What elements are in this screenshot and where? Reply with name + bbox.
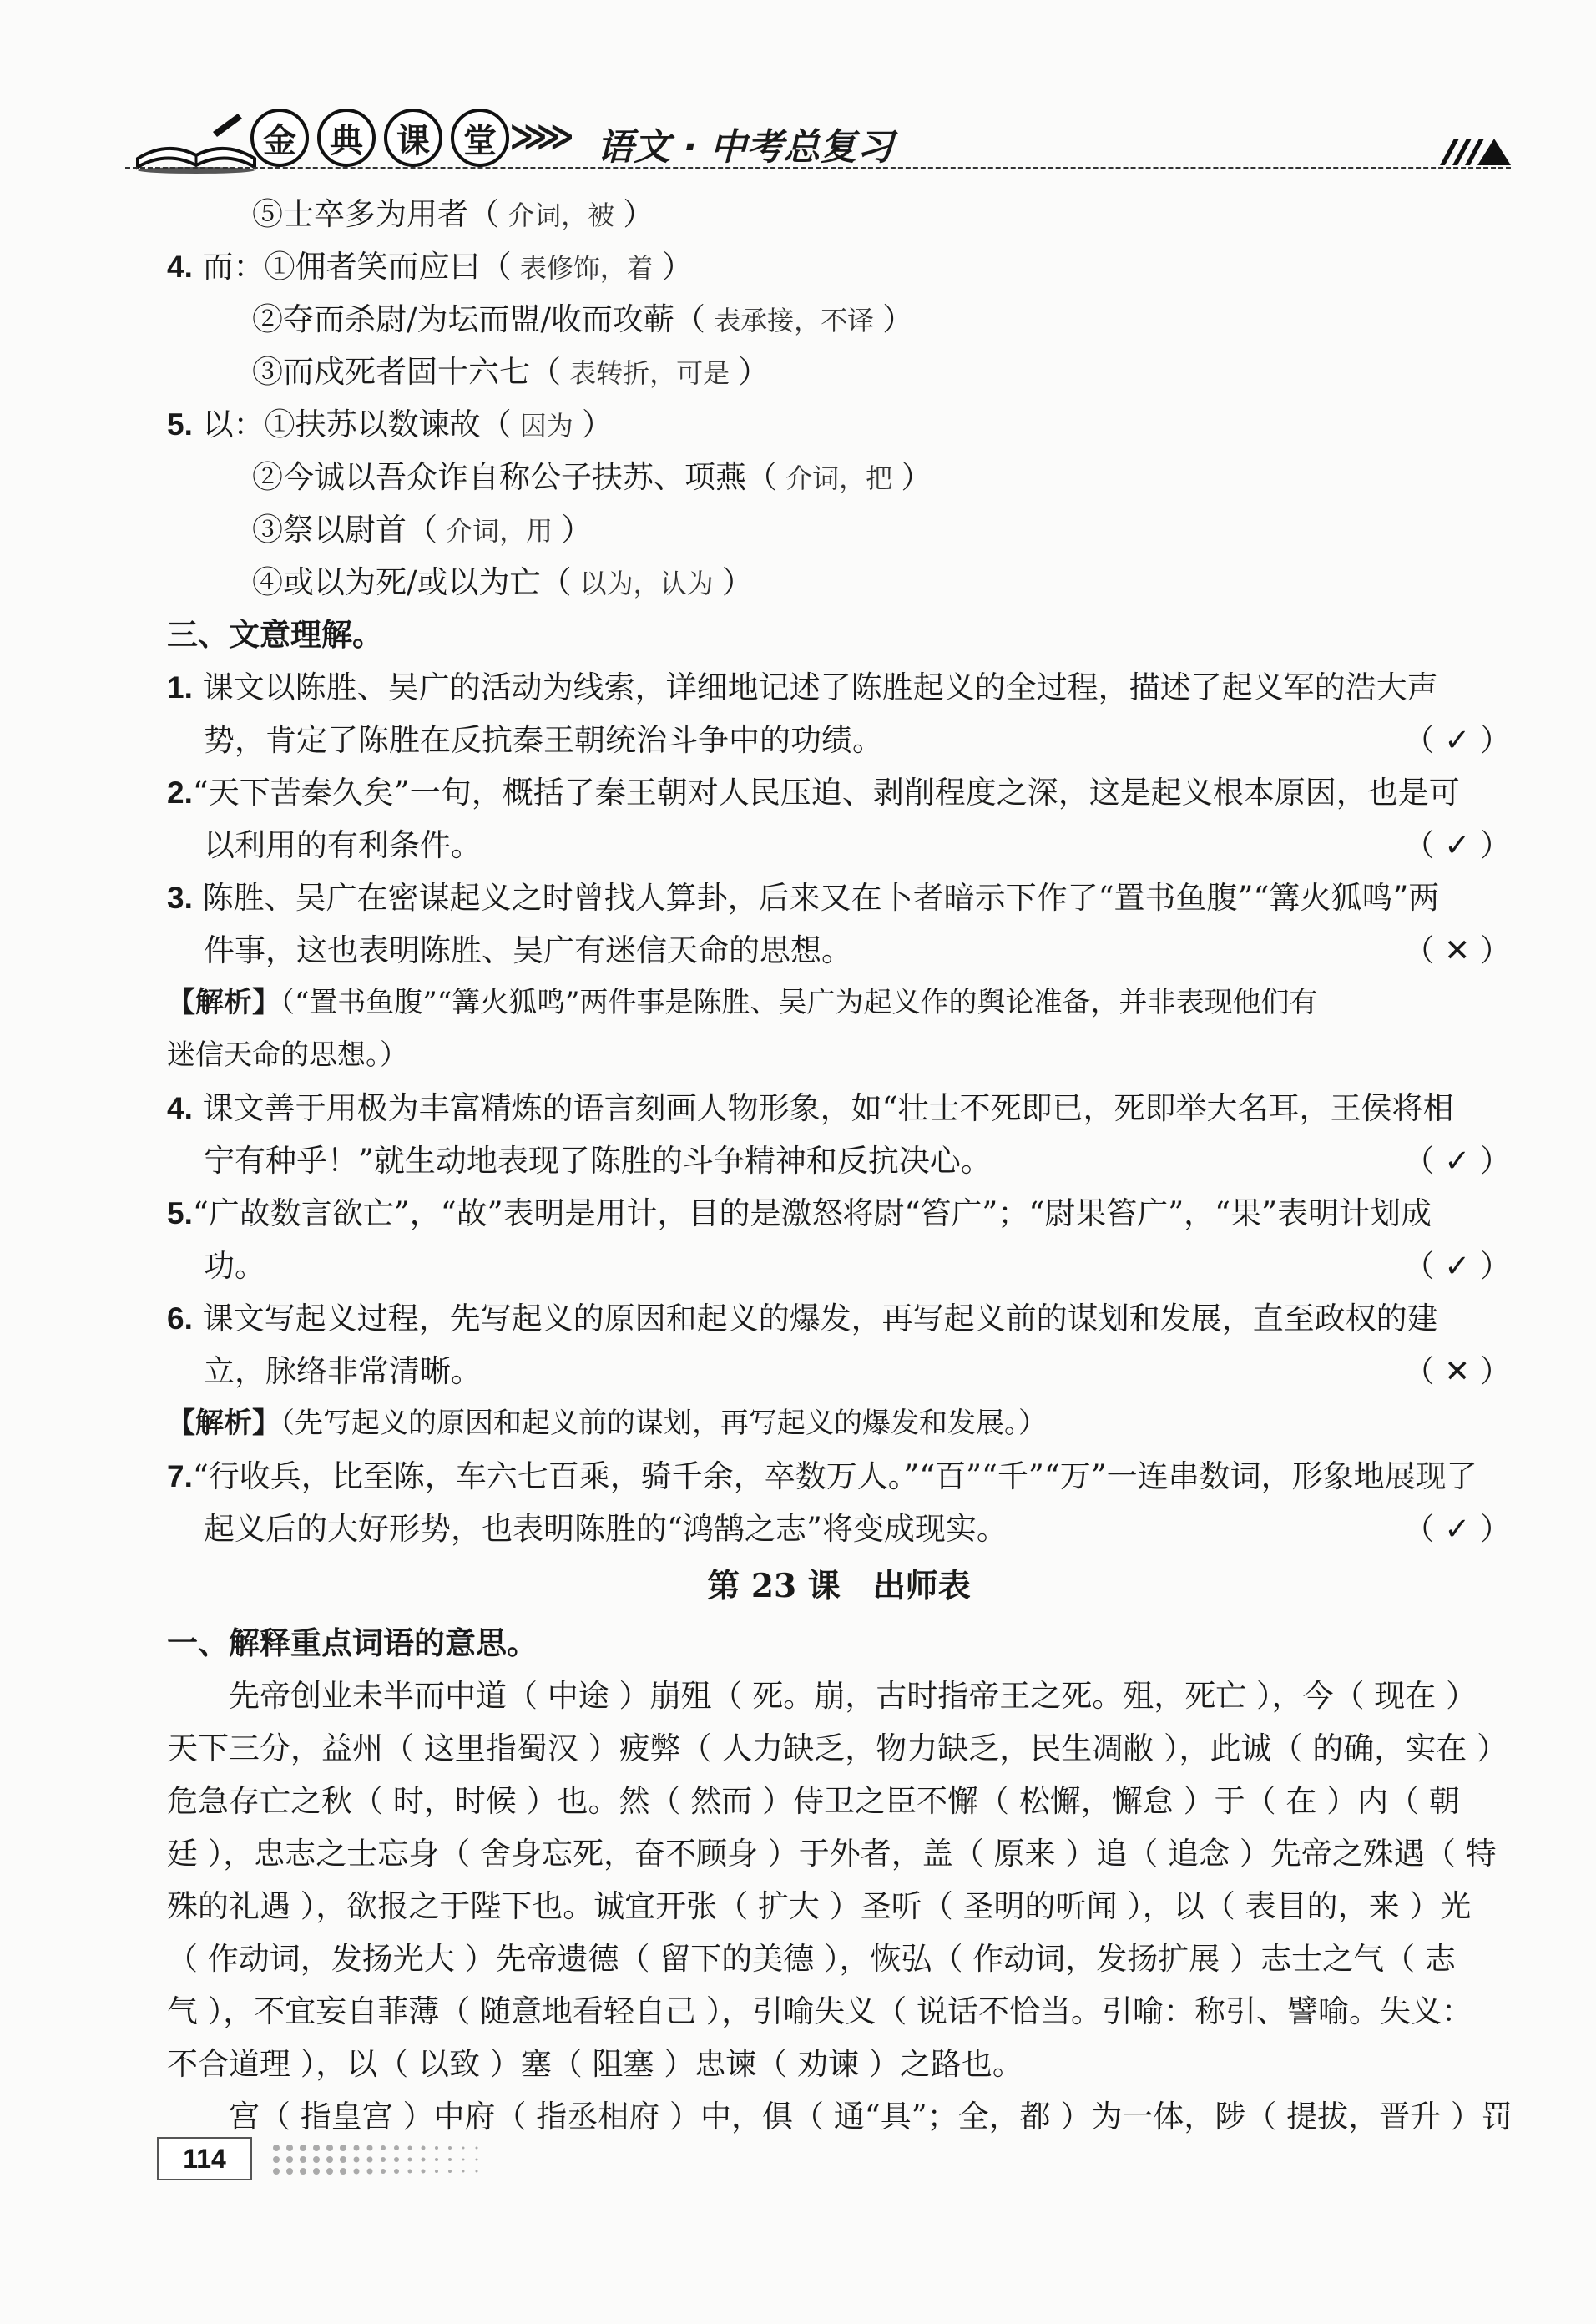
text-line: ②夺而杀尉/为坛而盟/收而攻蕲（ 表承接，不译 ） — [252, 301, 914, 337]
passage-line: 殊的礼遇 ），欲报之于陛下也。诚宜开张（ 扩大 ）圣听（ 圣明的听闻 ），以（ 表目的，来 ）光 — [167, 1888, 1472, 1924]
text-line: 起义后的大好形势，也表明陈胜的“鸿鹄之志”将变成现实。 （ ✓ ） — [167, 1503, 1511, 1555]
dots-decoration-icon — [271, 2141, 505, 2176]
series-title — [250, 109, 509, 167]
section-title: 一、解释重点词语的意思。 — [167, 1624, 538, 1661]
analysis-note: 【解析】（“置书鱼腹”“篝火狐鸣”两件事是陈胜、吴广为起义作的舆论准备，并非表现他们有 — [167, 986, 1318, 1019]
page-number: 114 — [157, 2137, 252, 2180]
answer-mark: （ ✓ ） — [1403, 722, 1511, 758]
question-item: 3. 陈胜、吴广在密谋起义之时曾找人算卦，后来又在卜者暗示下作了“置书鱼腹”“篝火狐鸣”两 — [167, 880, 1440, 916]
passage-line: 宫（ 指皇宫 ）中府（ 指丞相府 ）中，俱（ 通“具”；全，都 ）为一体，陟（ 提拔，晋升 ）罚 — [167, 2099, 1513, 2135]
text-line: ②今诚以吾众诈自称公子扶苏、项燕（ 介词，把 ） — [252, 459, 932, 495]
text-line: 件事，这也表明陈胜、吴广有迷信天命的思想。 （ ✕ ） — [167, 924, 1511, 977]
lesson-title: 第 23 课 出师表 — [707, 1567, 971, 1605]
text-line: 宁有种乎！”就生动地表现了陈胜的斗争精神和反抗决心。 （ ✓ ） — [167, 1134, 1511, 1187]
question-item: 4. 课文善于用极为丰富精炼的语言刻画人物形象，如“壮士不死即已，死即举大名耳，王侯将相 — [167, 1090, 1454, 1126]
passage-line: 先帝创业未半而中道（ 中途 ）崩殂（ 死。崩，古时指帝王之死。殂，死亡 ），今（ 现在 ） — [167, 1678, 1477, 1714]
answer-mark: （ ✕ ） — [1403, 932, 1511, 968]
question-item: 2.“天下苦秦久矣”一句，概括了秦王朝对人民压迫、剥削程度之深，这是起义根本原因，也是可 — [167, 775, 1460, 811]
text-line: 以利用的有利条件。 （ ✓ ） — [167, 819, 1511, 872]
title-char: 课 — [384, 109, 442, 167]
question-item: 5.“广故数言欲亡”，“故”表明是用计，目的是激怒将尉“笞广”；“尉果笞广”，“果”表明计划成 — [167, 1195, 1432, 1231]
question-item: 7.“行收兵，比至陈，车六七百乘，骑千余，卒数万人。”“百”“千”“万”一连串数词，形象地展现了 — [167, 1458, 1477, 1494]
title-char: 堂 — [451, 109, 509, 167]
text-line: 迷信天命的思想。） — [167, 1038, 408, 1072]
subject-title: 语文 · 中考总复习 — [597, 126, 894, 169]
analysis-note: 【解析】（先写起义的原因和起义前的谋划，再写起义的爆发和发展。） — [167, 1407, 1047, 1440]
text-line: 立，脉络非常清晰。 （ ✕ ） — [167, 1345, 1511, 1397]
answer-mark: （ ✕ ） — [1403, 1353, 1511, 1389]
text-line: ③祭以尉首（ 介词，用 ） — [252, 512, 593, 548]
question-5: 5. 以：①扶苏以数谏故（ 因为 ） — [167, 407, 613, 442]
text-line: 功。 （ ✓ ） — [167, 1240, 1511, 1292]
page-content — [167, 188, 1511, 2143]
page-header — [125, 90, 1511, 182]
answer-mark: （ ✓ ） — [1403, 827, 1511, 863]
text-line: 势，肯定了陈胜在反抗秦王朝统治斗争中的功绩。 （ ✓ ） — [167, 714, 1511, 766]
answer-mark: （ ✓ ） — [1403, 1511, 1511, 1547]
text-line: ④或以为死/或以为亡（ 以为，认为 ） — [252, 564, 753, 600]
text-line: ③而戍死者固十六七（ 表转折，可是 ） — [252, 354, 770, 390]
passage-line: 不合道理 ），以（ 以致 ）塞（ 阻塞 ）忠谏（ 劝谏 ）之路也。 — [167, 2046, 1023, 2082]
section-title: 三、文意理解。 — [167, 616, 383, 653]
answer-mark: （ ✓ ） — [1403, 1143, 1511, 1179]
open-book-icon — [134, 107, 259, 174]
question-4: 4. 而：①佣者笑而应曰（ 表修饰，着 ） — [167, 249, 693, 285]
question-item: 6. 课文写起义过程，先写起义的原因和起义的爆发，再写起义前的谋划和发展，直至政权的建 — [167, 1301, 1438, 1336]
passage-line: 气 ），不宜妄自菲薄（ 随意地看轻自己 ），引喻失义（ 说话不恰当。引喻：称引、譬喻。失义： — [167, 1993, 1473, 2029]
header-divider — [125, 167, 1511, 169]
passage-line: 危急存亡之秋（ 时，时候 ）也。然（ 然而 ）侍卫之臣不懈（ 松懈，懈怠 ）于（ 在 ）内（ 朝 — [167, 1783, 1460, 1819]
passage-line: 天下三分，益州（ 这里指蜀汉 ）疲弊（ 人力缺乏，物力缺乏，民生凋敝 ），此诚（ 的确，实在 ） — [167, 1730, 1508, 1766]
question-item: 1. 课文以陈胜、吴广的活动为线索，详细地记述了陈胜起义的全过程，描述了起义军的浩大声 — [167, 669, 1438, 705]
title-char: 典 — [317, 109, 376, 167]
passage-line: 廷 ），忠志之士忘身（ 舍身忘死，奋不顾身 ）于外者，盖（ 原来 ）追（ 追念 ）先帝之殊遇（ 特 — [167, 1836, 1497, 1872]
title-char: 金 — [250, 109, 309, 167]
chevron-right-icon: ≫≫ — [509, 115, 563, 158]
text-line: ⑤士卒多为用者（ 介词，被 ） — [252, 196, 654, 232]
stripes-triangle-icon — [1436, 132, 1511, 167]
answer-mark: （ ✓ ） — [1403, 1248, 1511, 1284]
passage-line: （ 作动词，发扬光大 ）先帝遗德（ 留下的美德 ），恢弘（ 作动词，发扬扩展 ）志士之气（ 志 — [167, 1941, 1456, 1977]
